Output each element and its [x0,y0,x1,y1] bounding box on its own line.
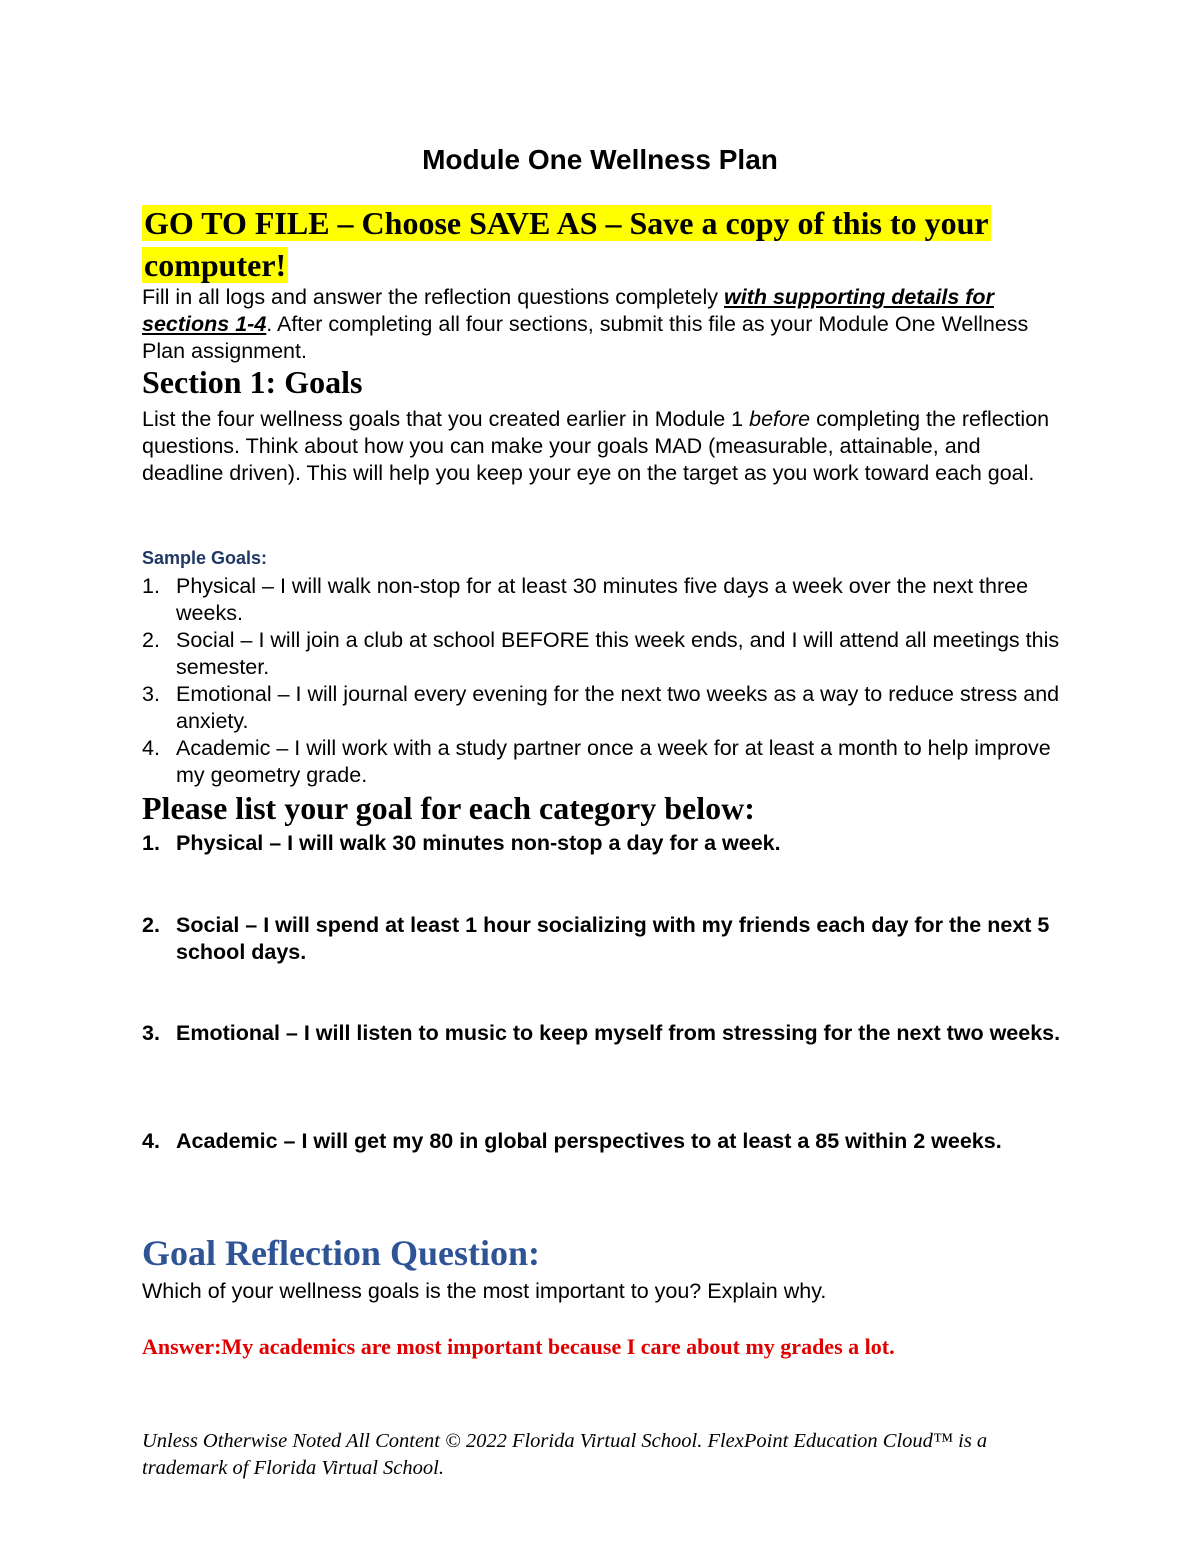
reflection-question: Which of your wellness goals is the most important to you? Explain why. [142,1279,827,1303]
sample-goal-item [142,681,1062,735]
sample-goal-item [142,735,1062,789]
goal-text: Physical – I will walk 30 minutes non-stop a day for a week. [176,831,781,855]
section-1-desc-italic: before [749,407,811,431]
intro-text-start: Fill in all logs and answer the reflection questions completely [142,285,724,309]
goal-academic[interactable] [142,1128,1072,1155]
sample-goals-label: Sample Goals: [142,548,268,568]
section-1-desc-start: List the four wellness goals that you created earlier in Module 1 [142,407,750,431]
goal-social[interactable] [142,912,1072,966]
goal-text: Social – I will spend at least 1 hour socializing with my friends each day for the next 5 school days. [176,913,1050,964]
goal-number: 2. [142,913,160,937]
intro-paragraph [142,284,1062,365]
reflection-heading: Goal Reflection Question: [142,1233,540,1273]
sample-goal-text: Emotional – I will journal every evening for the next two weeks as a way to reduce stress and anxiety. [176,682,1060,733]
sample-goals-list [142,573,1062,789]
sample-goal-text: Academic – I will work with a study partner once a week for at least a month to help improve my geometry grade. [176,736,1051,787]
sample-goal-text: Physical – I will walk non-stop for at least 30 minutes five days a week over the next three weeks. [176,574,1029,625]
sample-goal-item [142,627,1062,681]
goal-text: Emotional – I will listen to music to keep myself from stressing for the next two weeks. [176,1021,1061,1045]
goal-emotional[interactable] [142,1020,1072,1047]
copyright-footer: Unless Otherwise Noted All Content © 2022 Florida Virtual School. FlexPoint Education Cloud™ is a trademark of Florida Virtual School. [142,1430,988,1479]
save-instruction [142,202,1062,286]
intro-emphasis: with supporting details for sections 1-4 [142,285,994,336]
goal-number: 1. [142,831,160,855]
sample-goal-number: 1. [142,574,160,598]
goal-physical[interactable] [142,830,1072,857]
section-1-heading: Section 1: Goals [142,364,363,400]
section-1-desc-end: completing the reflection questions. Think about how you can make your goals MAD (measurable, attainable, and deadline driven). This will help you keep your eye on the target as you work toward each goal. [142,407,1050,485]
document-title: Module One Wellness Plan [422,144,778,175]
sample-goal-number: 3. [142,682,160,706]
sample-goal-item [142,573,1062,627]
intro-text-end: . After completing all four sections, submit this file as your Module One Wellness Plan assignment. [142,312,1029,363]
sample-goal-number: 4. [142,736,160,760]
reflection-answer[interactable]: Answer:My academics are most important because I care about my grades a lot. [142,1334,895,1359]
sample-goal-text: Social – I will join a club at school BEFORE this week ends, and I will attend all meetings this semester. [176,628,1060,679]
sample-goal-number: 2. [142,628,160,652]
section-1-description [142,406,1062,487]
goals-list-heading: Please list your goal for each category below: [142,790,755,826]
goal-text: Academic – I will get my 80 in global perspectives to at least a 85 within 2 weeks. [176,1129,1002,1153]
save-instruction-text: GO TO FILE – Choose SAVE AS – Save a copy of this to your computer! [144,205,989,283]
goal-number: 3. [142,1021,160,1045]
goal-number: 4. [142,1129,160,1153]
